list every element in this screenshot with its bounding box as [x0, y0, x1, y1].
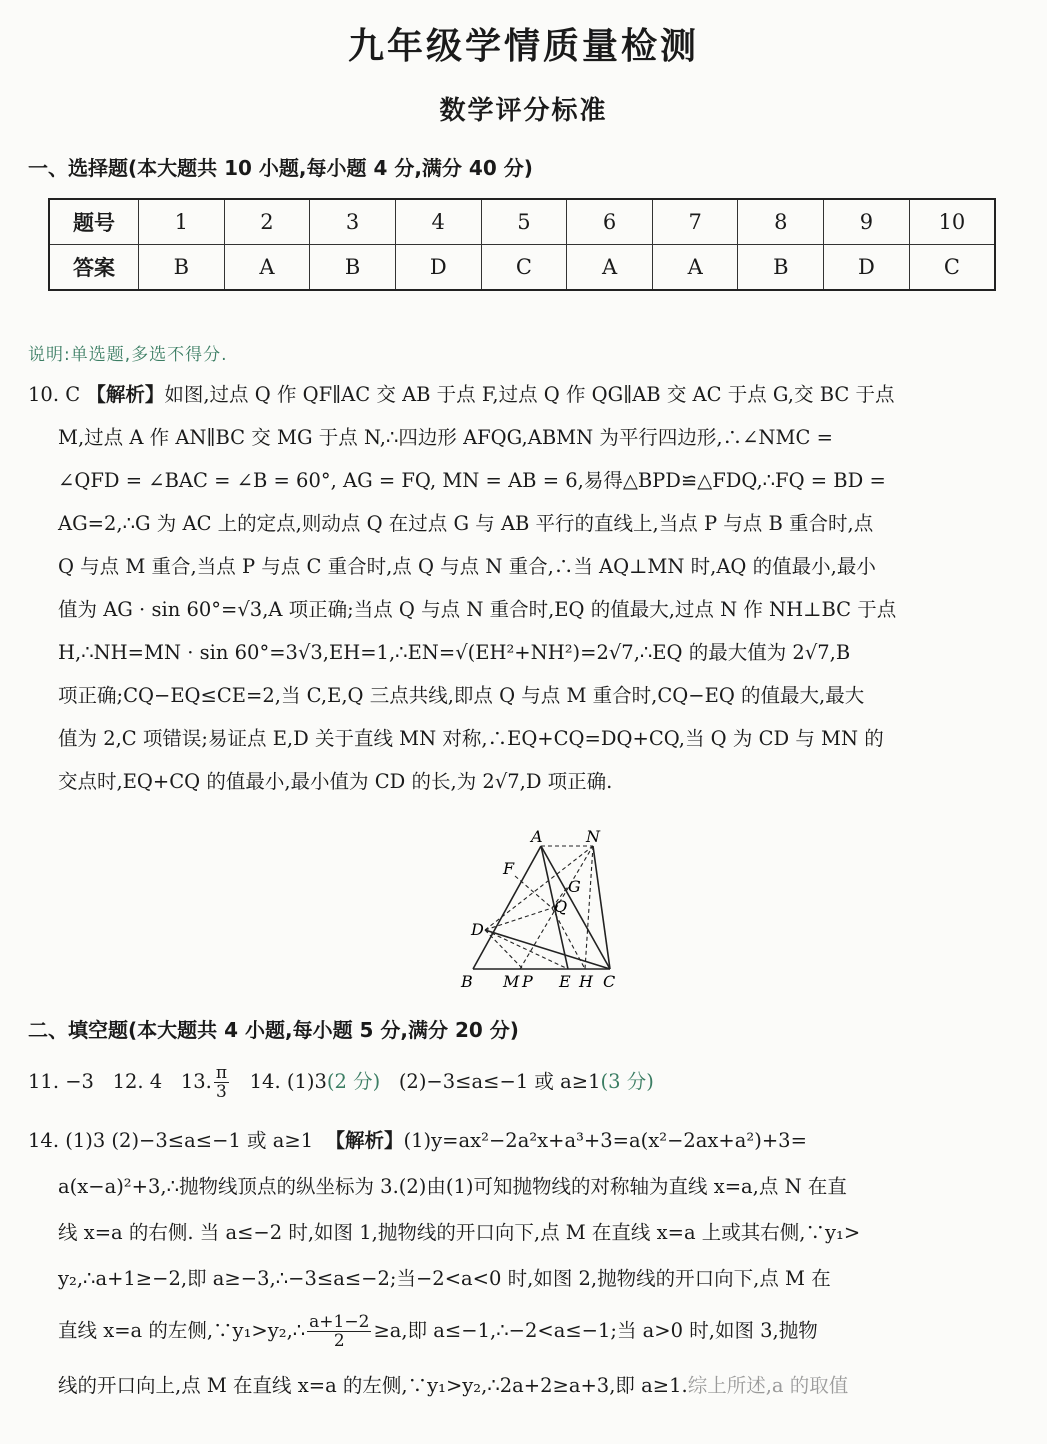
question-number: 10 — [909, 199, 995, 245]
label-n: N — [586, 827, 600, 846]
label-b: B — [461, 972, 473, 991]
question-number: 6 — [567, 199, 653, 245]
fraction-numerator: a+1−2 — [309, 1312, 370, 1332]
question-number-row — [49, 199, 995, 245]
label-m: M — [503, 972, 520, 991]
q10-line — [28, 373, 1018, 416]
answer-11: 11. −3 — [28, 1070, 94, 1093]
q14-line-text: 线的开口向上,点 M 在直线 x=a 的左侧,∵y₁>y₂,∴2a+2≥a+3,即 a≥1. — [58, 1374, 688, 1397]
question-number: 8 — [738, 199, 824, 245]
label-e: E — [559, 972, 571, 991]
label-f: F — [503, 859, 515, 878]
row-label-answer: 答案 — [49, 245, 139, 291]
answer-cell: C — [909, 245, 995, 291]
answer-cell: A — [567, 245, 653, 291]
answer-14-part1-score: (2 分) — [326, 1070, 381, 1093]
q10-line: 交点时,EQ+CQ 的值最小,最小值为 CD 的长,为 2√7,D 项正确. — [58, 770, 613, 793]
label-h: H — [579, 972, 593, 991]
answer-cell: D — [824, 245, 910, 291]
fraction-denominator: 3 — [216, 1082, 227, 1102]
q10-tag: 【解析】 — [86, 383, 165, 406]
answer-14-part2: (2)−3≤a≤−1 或 a≥1 — [398, 1070, 601, 1093]
q14-line-text: (1)y=ax²−2a²x+a³+3=a(x²−2ax+a²)+3= — [403, 1129, 807, 1152]
q14-line — [28, 1118, 1018, 1164]
q14-fraction — [307, 1313, 371, 1350]
segment-nc — [593, 846, 610, 969]
answer-cell: B — [139, 245, 225, 291]
segment-fq — [515, 876, 552, 908]
page-title: 九年级学情质量检测 — [347, 26, 699, 67]
q14-line: 线 x=a 的右侧. 当 a≤−2 时,如图 1,抛物线的开口向下,点 M 在直线 x=a 上或其右侧,∵y₁> — [58, 1221, 861, 1244]
q14-tag: 【解析】 — [325, 1129, 404, 1152]
q10-line: 值为 AG · sin 60°=√3,A 项正确;当点 Q 与点 N 重合时,EQ 的值最大,过点 N 作 NH⊥BC 于点 — [58, 598, 897, 621]
q14-line: a(x−a)²+3,∴抛物线顶点的纵坐标为 3.(2)由(1)可知抛物线的对称轴为直线 x=a,点 N 在直 — [58, 1175, 847, 1198]
answer-13-fraction — [214, 1064, 229, 1101]
segment-dq — [485, 908, 552, 930]
q14-line: y₂,∴a+1≥−2,即 a≥−3,∴−3≤a≤−2;当−2<a<0 时,如图 2,抛物线的开口向下,点 M 在 — [58, 1267, 831, 1290]
question-number: 1 — [139, 199, 225, 245]
question-number: 7 — [652, 199, 738, 245]
page-subtitle: 数学评分标准 — [439, 96, 608, 126]
answer-14-part1: 14. (1)3 — [249, 1070, 327, 1093]
fraction-numerator: π — [215, 1063, 228, 1083]
q10-explanation — [28, 373, 1018, 803]
section2-heading: 二、填空题(本大题共 4 小题,每小题 5 分,满分 20 分) — [28, 1018, 519, 1042]
q14-line-text: ≥a,即 a≤−1,∴−2<a≤−1;当 a>0 时,如图 3,抛物 — [373, 1319, 818, 1342]
q14-lead: 14. (1)3 (2)−3≤a≤−1 或 a≥1 — [28, 1129, 314, 1152]
answer-14-part2-score: (3 分) — [600, 1070, 654, 1093]
q10-line: ∠QFD = ∠BAC = ∠B = 60°, AG = FQ, MN = AB = 6,易得△BPD≌△FDQ,∴FQ = BD = — [58, 469, 886, 492]
label-g: G — [568, 877, 581, 896]
question-number: 3 — [310, 199, 396, 245]
answer-cell: D — [395, 245, 481, 291]
question-number: 4 — [395, 199, 481, 245]
q10-line: AG=2,∴G 为 AC 上的定点,则动点 Q 在过点 G 与 AB 平行的直线上,当点 P 与点 B 重合时,点 — [58, 512, 874, 535]
q14-explanation — [28, 1118, 1018, 1412]
q14-line — [28, 1302, 1018, 1360]
answer-table — [48, 198, 996, 291]
answer-cell: B — [738, 245, 824, 291]
label-p: P — [522, 972, 533, 991]
row-label-question: 题号 — [49, 199, 139, 245]
label-c: C — [603, 972, 616, 991]
answer-cell: A — [224, 245, 310, 291]
q14-faded-text: 综上所述,a 的取值 — [687, 1374, 849, 1397]
scoring-note: 说明:单选题,多选不得分. — [28, 345, 228, 365]
geometry-figure — [455, 826, 630, 996]
q10-line: Q 与点 M 重合,当点 P 与点 C 重合时,点 Q 与点 N 重合,∴当 AQ⊥MN 时,AQ 的值最小,最小 — [58, 555, 876, 578]
q14-line-text: 直线 x=a 的左侧,∵y₁>y₂,∴ — [58, 1319, 306, 1342]
q14-line — [28, 1360, 1018, 1412]
section1-heading: 一、选择题(本大题共 10 小题,每小题 4 分,满分 40 分) — [28, 156, 533, 180]
q10-line: H,∴NH=MN · sin 60°=3√3,EH=1,∴EN=√(EH²+NH²)=2√7,∴EQ 的最大值为 2√7,B — [58, 641, 851, 664]
answer-12: 12. 4 — [112, 1070, 163, 1093]
q10-lead: 10. C — [28, 383, 81, 406]
segment-nh — [585, 846, 593, 969]
label-q: Q — [554, 897, 568, 916]
q10-line: 值为 2,C 项错误;易证点 E,D 关于直线 MN 对称,∴EQ+CQ=DQ+CQ,当 Q 为 CD 与 MN 的 — [58, 727, 884, 750]
question-number: 2 — [224, 199, 310, 245]
answer-row — [49, 245, 995, 291]
label-d: D — [471, 920, 484, 939]
q10-line: 项正确;CQ−EQ≤CE=2,当 C,E,Q 三点共线,即点 Q 与点 M 重合时,CQ−EQ 的值最大,最大 — [58, 684, 865, 707]
answer-cell: A — [652, 245, 738, 291]
fraction-denominator: 2 — [333, 1331, 345, 1351]
label-a: A — [531, 827, 543, 846]
question-number: 9 — [824, 199, 910, 245]
q10-line-text: 如图,过点 Q 作 QF∥AC 交 AB 于点 F,过点 Q 作 QG∥AB 交 AC 于点 G,交 BC 于点 — [164, 383, 895, 406]
question-number: 5 — [481, 199, 567, 245]
segment-de — [485, 930, 568, 969]
answer-13-prefix: 13. — [180, 1070, 212, 1093]
answer-cell: B — [310, 245, 396, 291]
answer-cell: C — [481, 245, 567, 291]
fill-in-answers — [28, 1064, 654, 1101]
q10-line: M,过点 A 作 AN∥BC 交 MG 于点 N,∴四边形 AFQG,ABMN 为平行四边形,∴∠NMC = — [58, 426, 833, 449]
